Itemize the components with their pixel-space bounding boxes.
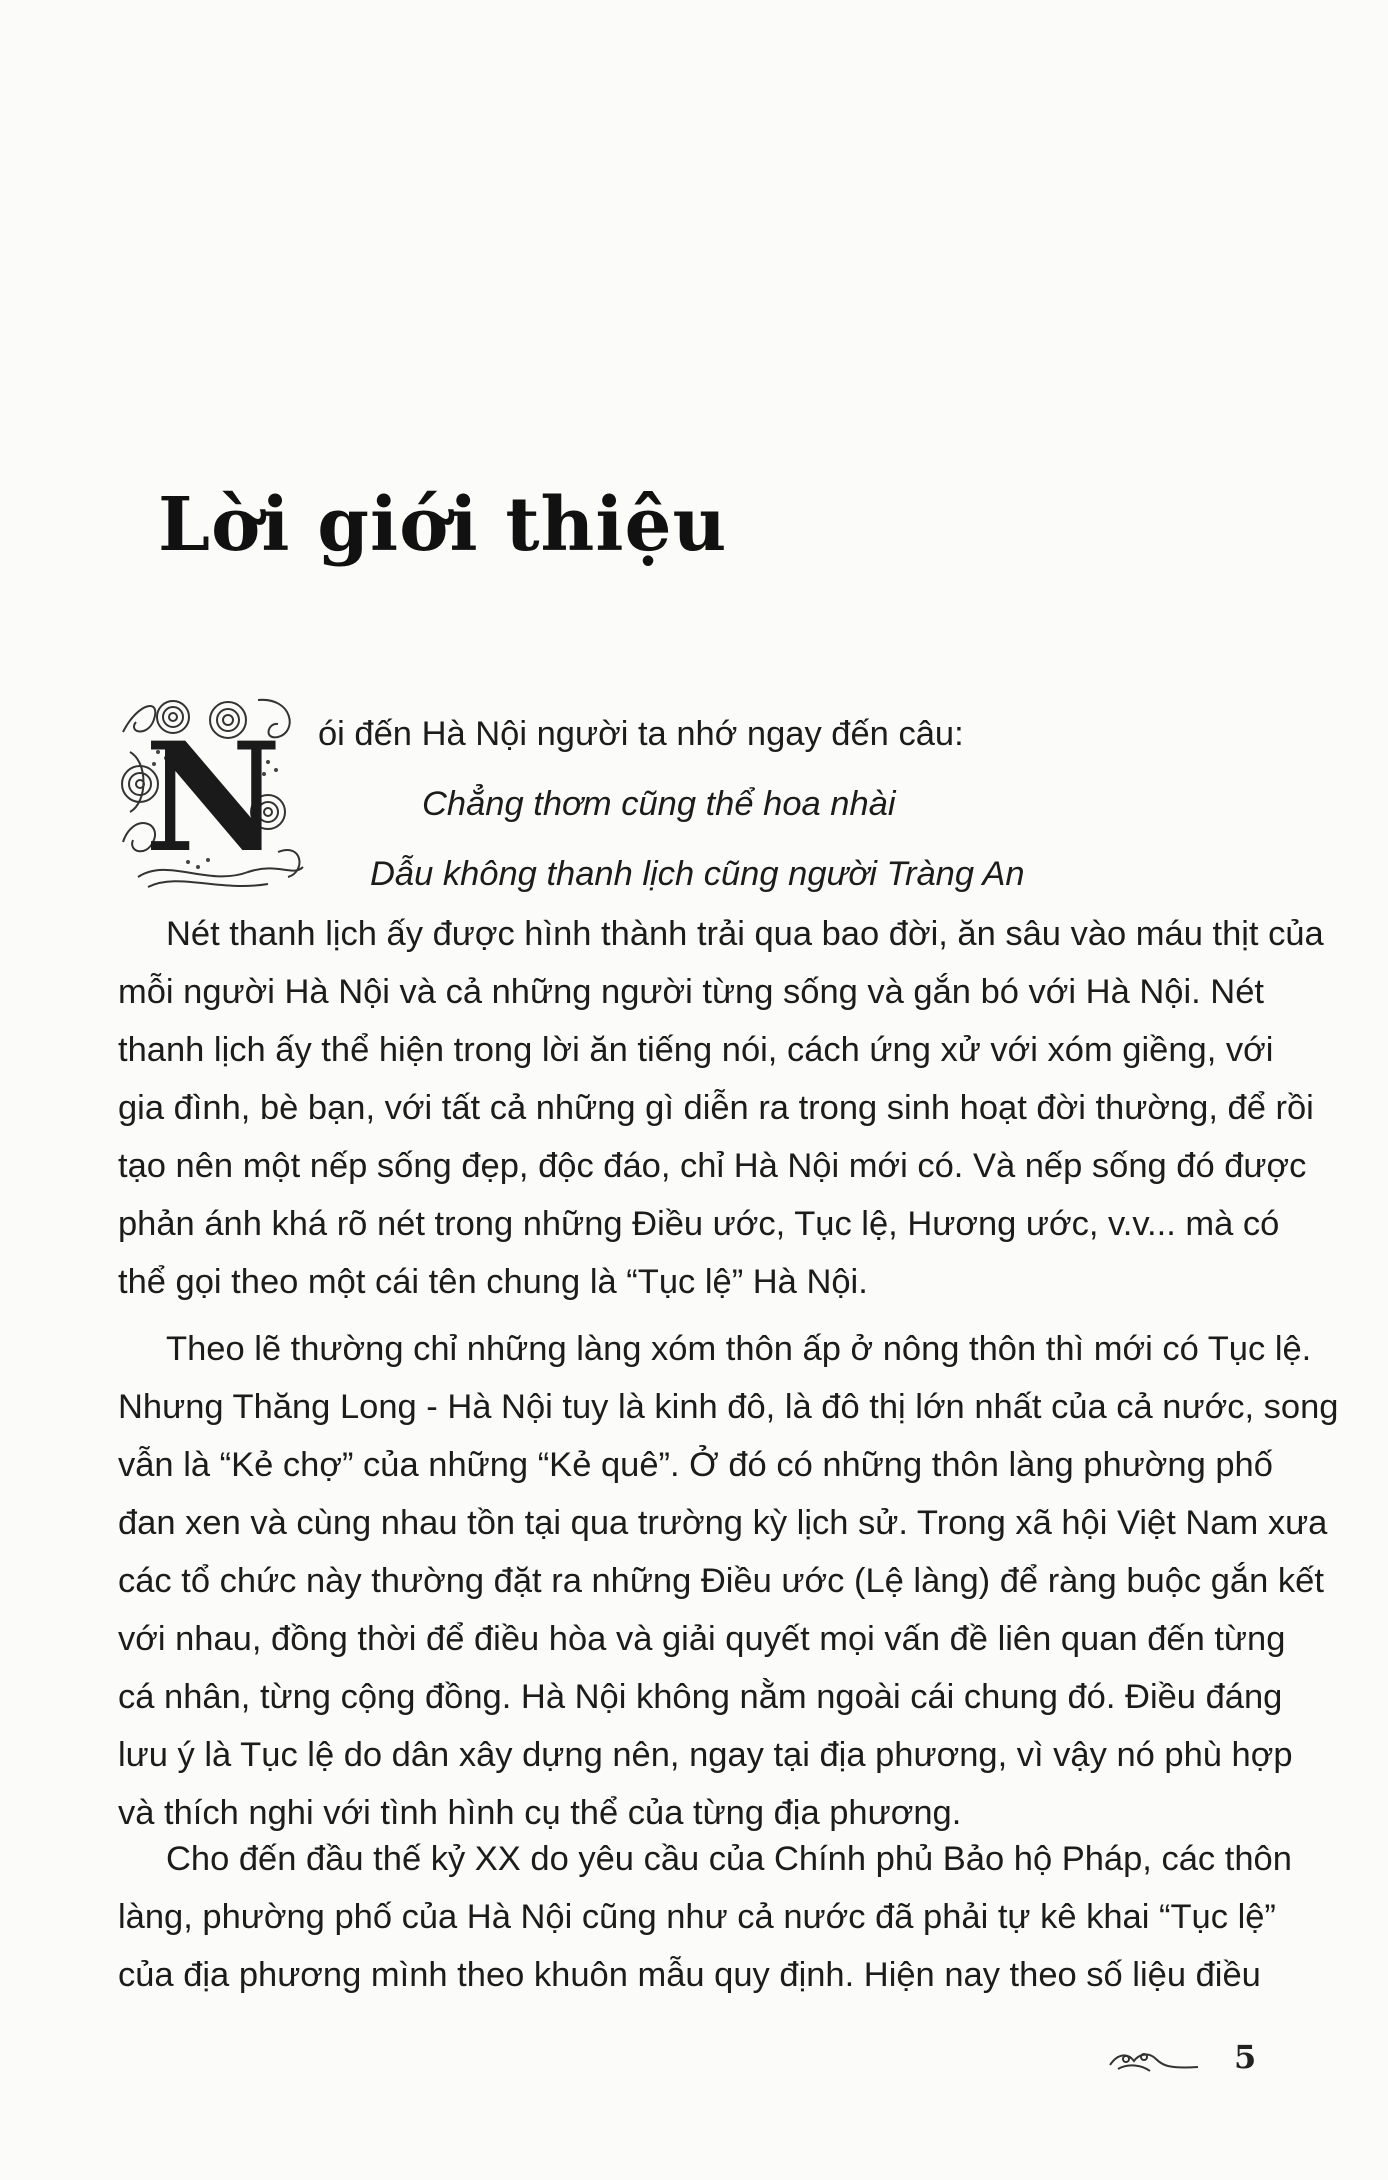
text-line: lưu ý là Tục lệ do dân xây dựng nên, ngay tại địa phương, vì vậy nó phù hợp bbox=[118, 1736, 1293, 1774]
text-line: Nét thanh lịch ấy được hình thành trải qua bao đời, ăn sâu vào máu thịt của bbox=[166, 915, 1324, 953]
text-line: của địa phương mình theo khuôn mẫu quy định. Hiện nay theo số liệu điều bbox=[118, 1956, 1261, 1994]
intro-line: ói đến Hà Nội người ta nhớ ngay đến câu: bbox=[318, 715, 964, 753]
paragraph-1 bbox=[118, 905, 1324, 1311]
text-line: với nhau, đồng thời để điều hòa và giải quyết mọi vấn đề liên quan đến từng bbox=[118, 1620, 1286, 1658]
text-line: thanh lịch ấy thể hiện trong lời ăn tiếng nói, cách ứng xử với xóm giềng, với bbox=[118, 1031, 1274, 1069]
dropcap-ornament bbox=[118, 692, 308, 892]
text-line: mỗi người Hà Nội và cả những người từng sống và gắn bó với Hà Nội. Nét bbox=[118, 973, 1264, 1011]
text-line: vẫn là “Kẻ chợ” của những “Kẻ quê”. Ở đó có những thôn làng phường phố bbox=[118, 1446, 1273, 1484]
text-line: cá nhân, từng cộng đồng. Hà Nội không nằm ngoài cái chung đó. Điều đáng bbox=[118, 1678, 1283, 1716]
verse-line: Dẫu không thanh lịch cũng người Tràng An bbox=[370, 855, 1025, 893]
text-line: và thích nghi với tình hình cụ thể của từng địa phương. bbox=[118, 1794, 962, 1832]
text-line: làng, phường phố của Hà Nội cũng như cả nước đã phải tự kê khai “Tục lệ” bbox=[118, 1898, 1276, 1936]
text-line: Theo lẽ thường chỉ những làng xóm thôn ấp ở nông thôn thì mới có Tục lệ. bbox=[166, 1330, 1312, 1368]
text-line: các tổ chức này thường đặt ra những Điều ước (Lệ làng) để ràng buộc gắn kết bbox=[118, 1562, 1324, 1600]
text-line: Cho đến đầu thế kỷ XX do yêu cầu của Chính phủ Bảo hộ Pháp, các thôn bbox=[166, 1840, 1292, 1878]
text-line: phản ánh khá rõ nét trong những Điều ước, Tục lệ, Hương ước, v.v... mà có bbox=[118, 1205, 1280, 1243]
paragraph-2 bbox=[118, 1320, 1339, 1842]
verse-line: Chẳng thơm cũng thể hoa nhài bbox=[422, 785, 896, 823]
text-line: gia đình, bè bạn, với tất cả những gì diễn ra trong sinh hoạt đời thường, để rồi bbox=[118, 1089, 1314, 1127]
page-number: 5 bbox=[1234, 2038, 1257, 2076]
footer-ornament-icon bbox=[1108, 2045, 1200, 2077]
text-line: thể gọi theo một cái tên chung là “Tục lệ” Hà Nội. bbox=[118, 1263, 868, 1301]
paragraph-3 bbox=[118, 1830, 1292, 2004]
text-line: tạo nên một nếp sống đẹp, độc đáo, chỉ Hà Nội mới có. Và nếp sống đó được bbox=[118, 1147, 1307, 1185]
page-title: Lời giới thiệu bbox=[158, 482, 728, 568]
dropcap-letter: N bbox=[144, 710, 282, 886]
text-line: Nhưng Thăng Long - Hà Nội tuy là kinh đô, là đô thị lớn nhất của cả nước, song bbox=[118, 1388, 1339, 1426]
text-line: đan xen và cùng nhau tồn tại qua trường kỳ lịch sử. Trong xã hội Việt Nam xưa bbox=[118, 1504, 1328, 1542]
